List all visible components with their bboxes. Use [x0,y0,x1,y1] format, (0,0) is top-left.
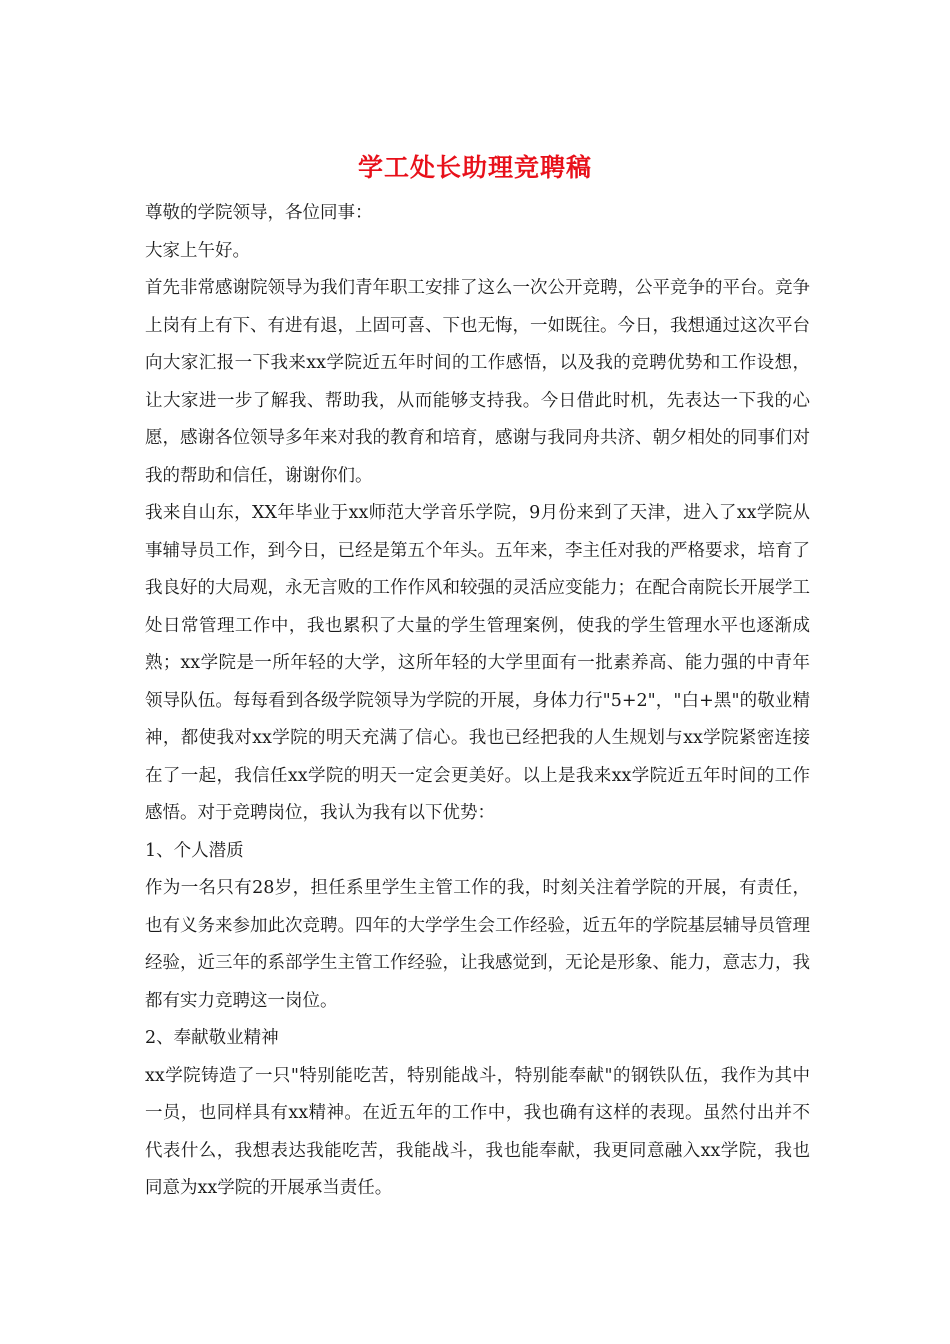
paragraph-section-2: xx学院铸造了一只"特别能吃苦，特别能战斗，特别能奉献"的钢铁队伍，我作为其中一员，也同样具有xx精神。在近五年的工作中，我也确有这样的表现。虽然付出并不代表什么，我想表达我能吃苦，我能战斗，我也能奉献，我更同意融入xx学院，我也同意为xx学院的开展承当责任。 [145,1065,810,1198]
salutation: 尊敬的学院领导，各位同事： [145,203,373,223]
section-heading-2: 2、奉献敬业精神 [145,1028,279,1048]
paragraph-background: 我来自山东，XX年毕业于xx师范大学音乐学院，9月份来到了天津，进入了xx学院从事辅导员工作，到今日，已经是第五个年头。五年来，李主任对我的严格要求，培育了我良好的大局观，永无言败的工作作风和较强的灵活应变能力；在配合南院长开展学工处日常管理工作中，我也累积了大量的学生管理案例，使我的学生管理水平也逐渐成熟；xx学院是一所年轻的大学，这所年轻的大学里面有一批素养高、能力强的中青年领导队伍。每每看到各级学院领导为学院的开展，身体力行"5+2"，"白+黑"的敬业精神，都使我对xx学院的明天充满了信心。我也已经把我的人生规划与xx学院紧密连接在了一起，我信任xx学院的明天一定会更美好。以上是我来xx学院近五年时间的工作感悟。对于竞聘岗位，我认为我有以下优势： [145,503,810,823]
paragraph-intro: 首先非常感谢院领导为我们青年职工安排了这么一次公开竞聘，公平竞争的平台。竞争上岗有上有下、有进有退，上固可喜、下也无悔，一如既往。今日，我想通过这次平台向大家汇报一下我来xx学院近五年时间的工作感悟，以及我的竞聘优势和工作设想，让大家进一步了解我、帮助我，从而能够支持我。今日借此时机，先表达一下我的心愿，感谢各位领导多年来对我的教育和培育，感谢与我同舟共济、朝夕相处的同事们对我的帮助和信任，谢谢你们。 [145,278,810,486]
document-body [145,195,810,1208]
section-heading-1: 1、个人潜质 [145,840,244,861]
greeting: 大家上午好。 [145,240,250,261]
paragraph-section-1: 作为一名只有28岁，担任系里学生主管工作的我，时刻关注着学院的开展，有责任，也有义务来参加此次竞聘。四年的大学学生会工作经验，近五年的学院基层辅导员管理经验，近三年的系部学生主管工作经验，让我感觉到，无论是形象、能力，意志力，我都有实力竞聘这一岗位。 [145,878,810,1011]
document-title: 学工处长助理竞聘稿 [357,153,592,182]
